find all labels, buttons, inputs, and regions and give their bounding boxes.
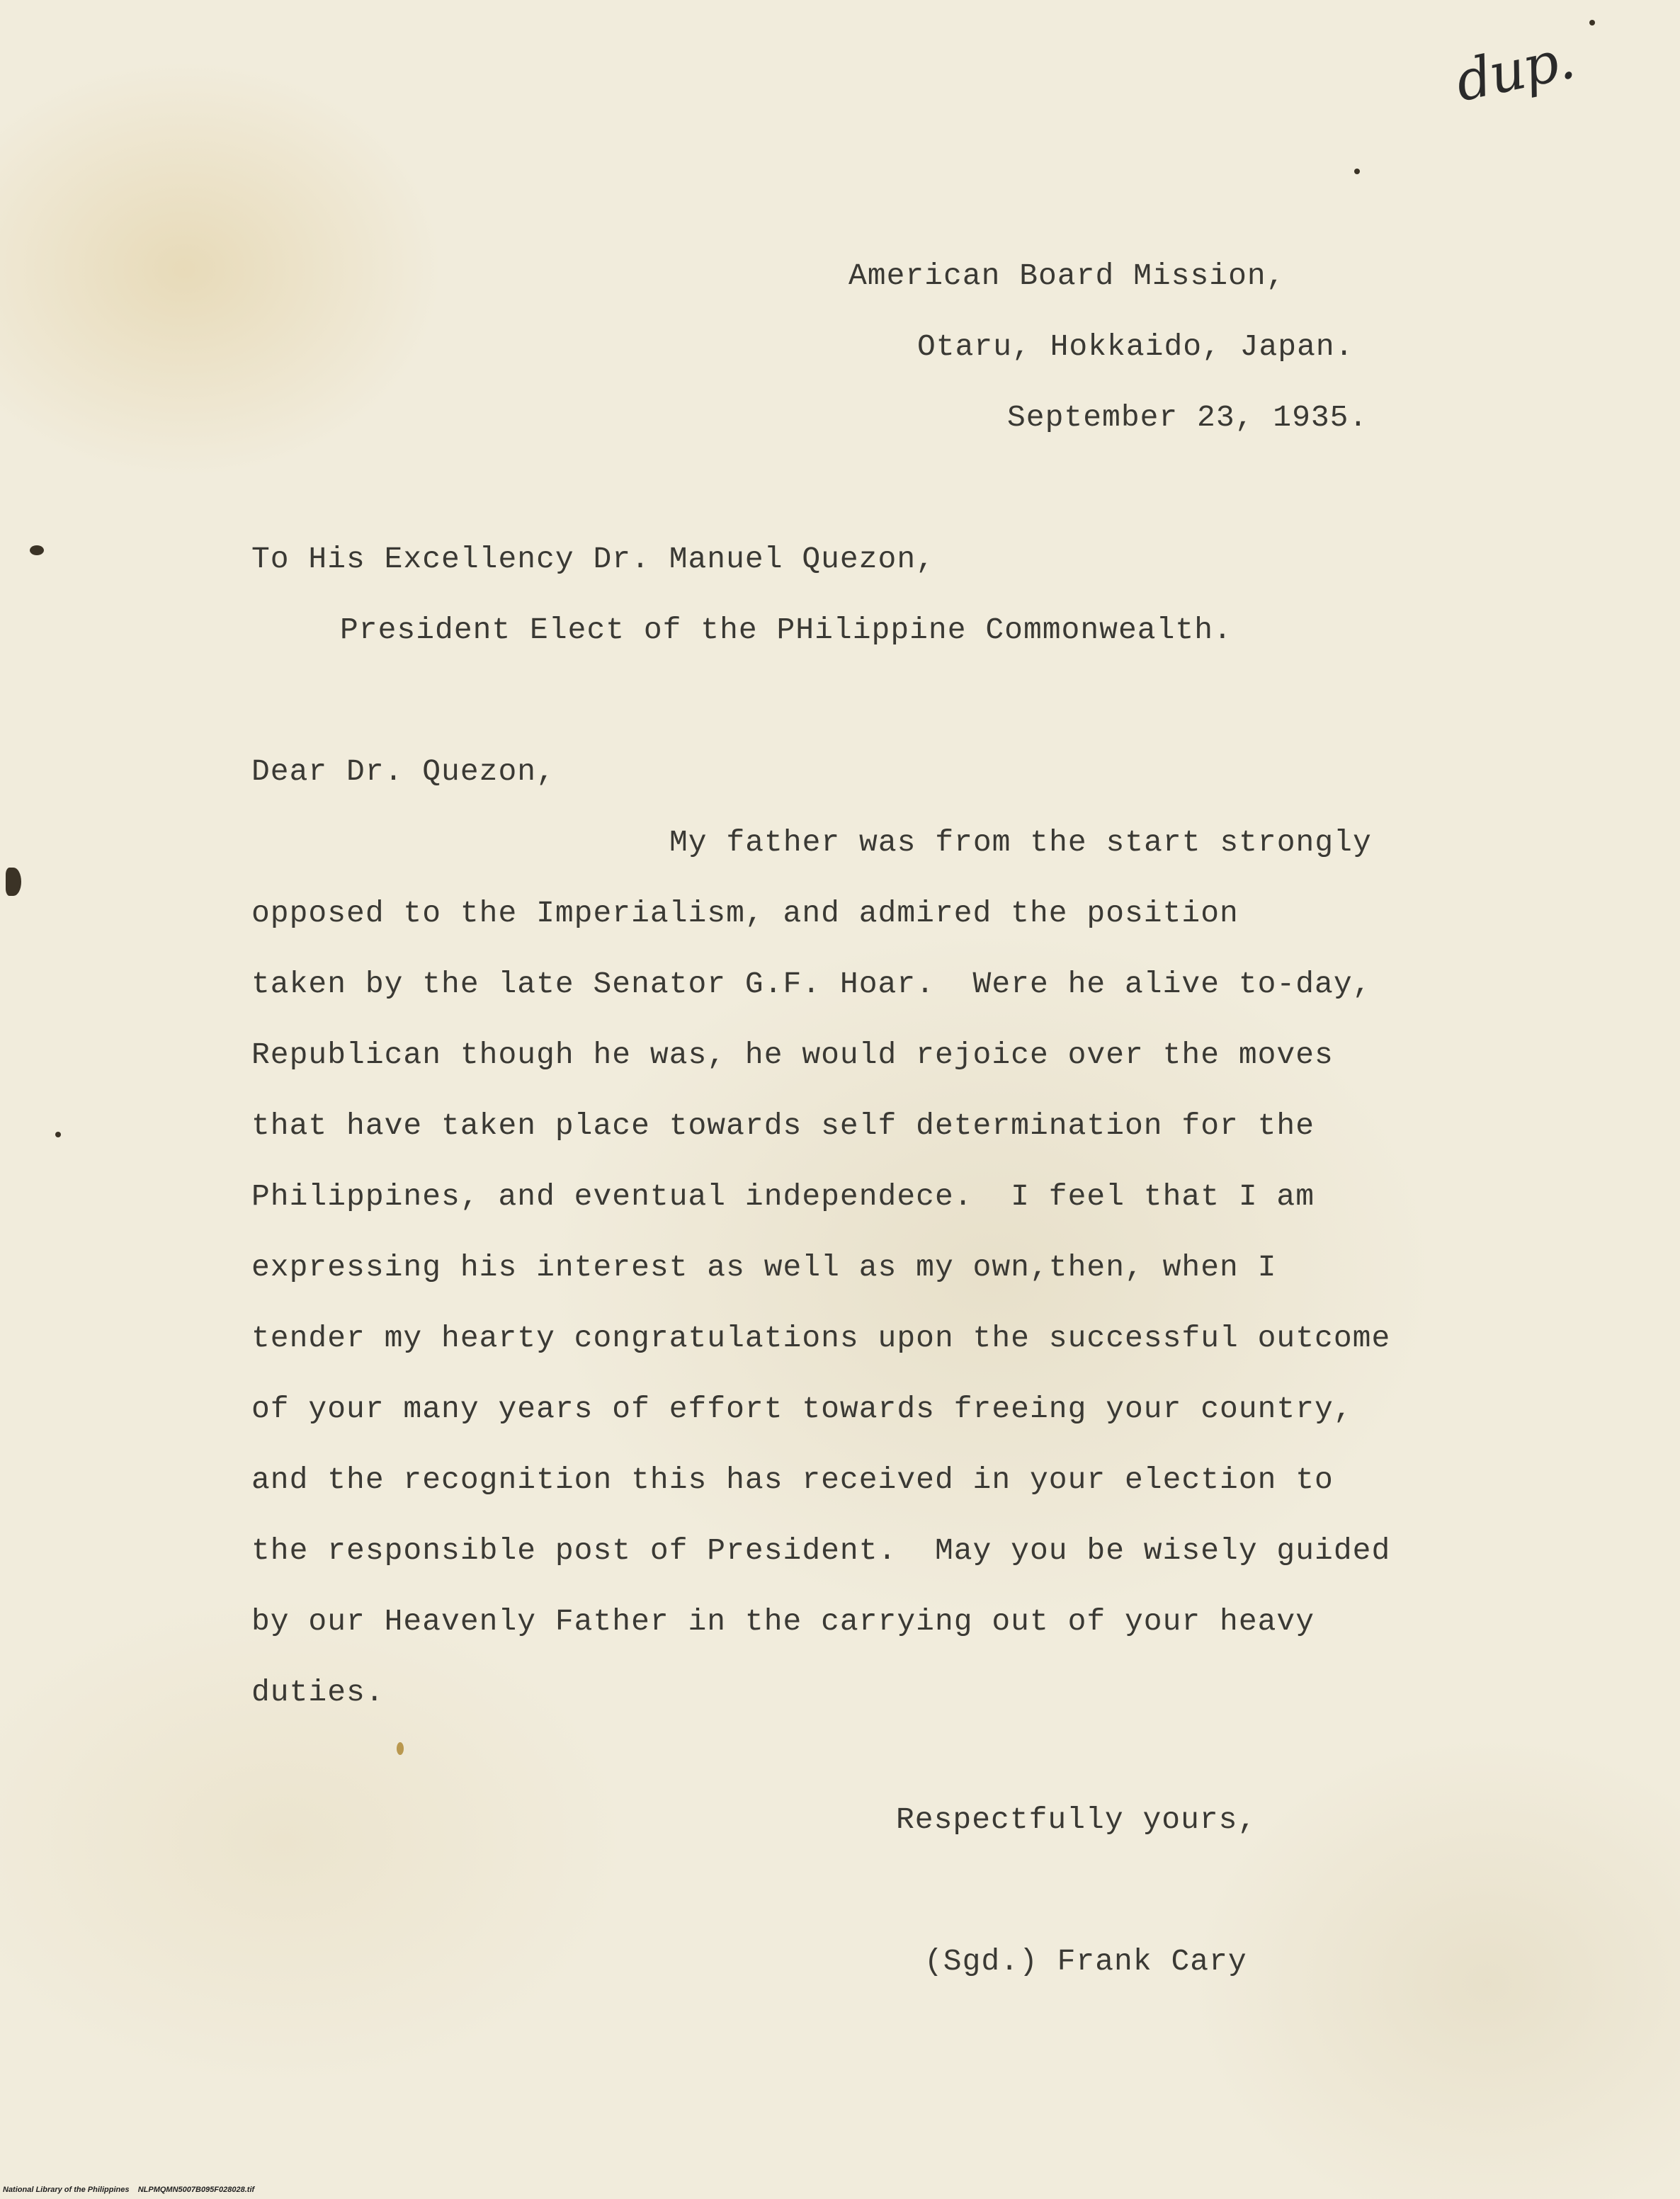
body-line: taken by the late Senator G.F. Hoar. Were he alive to-day, bbox=[251, 967, 1372, 1001]
body-line: that have taken place towards self determination for the bbox=[251, 1108, 1315, 1143]
signature: (Sgd.) Frank Cary bbox=[924, 1944, 1247, 1979]
paper-speck bbox=[1589, 20, 1595, 25]
body-line: tender my hearty congratulations upon the successful outcome bbox=[251, 1321, 1391, 1356]
paper-speck bbox=[1354, 169, 1360, 174]
letter-date: September 23, 1935. bbox=[1007, 400, 1368, 435]
paper-speck bbox=[6, 868, 21, 896]
sender-organization: American Board Mission, bbox=[848, 258, 1285, 293]
handwritten-annotation: dup. bbox=[1450, 27, 1579, 115]
body-line: by our Heavenly Father in the carrying out of your heavy bbox=[251, 1604, 1315, 1639]
footer-library: National Library of the Philippines bbox=[3, 2186, 130, 2194]
closing: Respectfully yours, bbox=[896, 1802, 1257, 1837]
body-line: opposed to the Imperialism, and admired the position bbox=[251, 896, 1239, 931]
sender-location: Otaru, Hokkaido, Japan. bbox=[917, 329, 1354, 364]
body-line: Philippines, and eventual independece. I feel that I am bbox=[251, 1179, 1315, 1214]
salutation: Dear Dr. Quezon, bbox=[251, 754, 555, 789]
body-line: Republican though he was, he would rejoice over the moves bbox=[251, 1038, 1334, 1072]
body-line: of your many years of effort towards freeing your country, bbox=[251, 1392, 1353, 1426]
archive-footer bbox=[3, 2185, 254, 2195]
body-line: duties. bbox=[251, 1675, 385, 1710]
body-line: the responsible post of President. May you be wisely guided bbox=[251, 1533, 1391, 1568]
paper-speck bbox=[30, 545, 44, 555]
recipient-line-2: President Elect of the PHilippine Commonwealth. bbox=[340, 613, 1232, 647]
paper-speck bbox=[397, 1742, 404, 1755]
footer-filename: NLPMQMN5007B095F028028.tif bbox=[137, 2186, 255, 2194]
paper-speck bbox=[55, 1132, 61, 1137]
body-line: My father was from the start strongly bbox=[669, 825, 1372, 860]
body-line: expressing his interest as well as my own,then, when I bbox=[251, 1250, 1277, 1285]
recipient-line-1: To His Excellency Dr. Manuel Quezon, bbox=[251, 542, 935, 576]
body-line: and the recognition this has received in your election to bbox=[251, 1462, 1334, 1497]
